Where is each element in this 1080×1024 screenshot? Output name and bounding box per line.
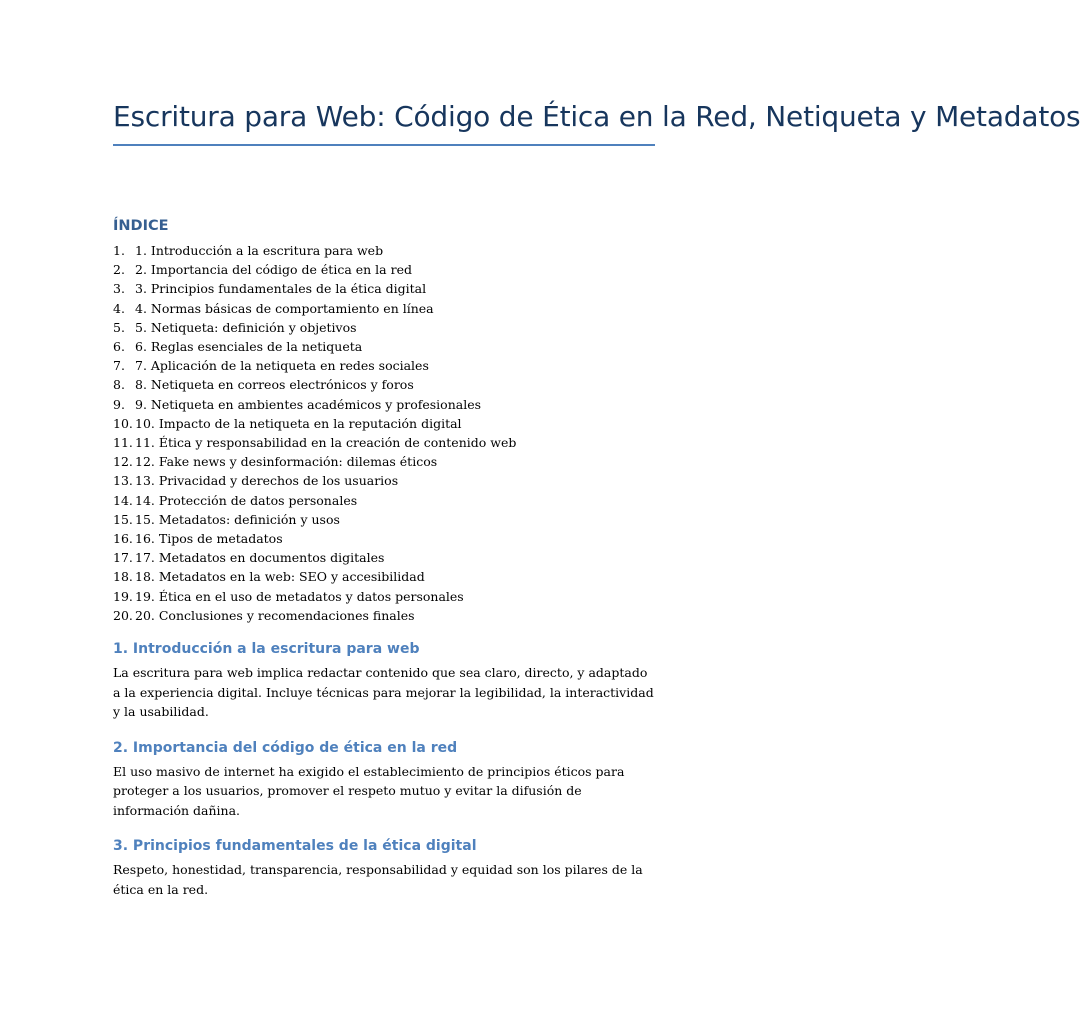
toc-item-number: 14. — [113, 492, 133, 508]
section — [113, 836, 655, 899]
toc-item-label: 15. Metadatos: definición y usos — [135, 511, 340, 527]
section-paragraph: El uso masivo de internet ha exigido el establecimiento de principios éticos para proteger a los usuarios, promover el respeto mutuo y evitar la difusión de información dañina. — [113, 763, 625, 818]
table-of-contents — [113, 241, 655, 625]
toc-item-label: 8. Netiqueta en correos electrónicos y foros — [135, 377, 414, 393]
toc-item-label: 18. Metadatos en la web: SEO y accesibilidad — [135, 569, 425, 585]
section-paragraph: La escritura para web implica redactar contenido que sea claro, directo, y adaptado a la experiencia digital. Incluye técnicas para mejorar la legibilidad, la interactividad y la usabilidad. — [113, 665, 654, 720]
toc-item-label: 19. Ética en el uso de metadatos y datos personales — [135, 588, 464, 604]
toc-item-number: 6. — [113, 339, 125, 355]
toc-item-number: 5. — [113, 319, 125, 335]
toc-item-number: 8. — [113, 377, 125, 393]
toc-item — [113, 318, 655, 337]
toc-item-label: 3. Principios fundamentales de la ética digital — [135, 281, 427, 297]
toc-item — [113, 433, 655, 452]
toc-item — [113, 606, 655, 625]
toc-item-label: 5. Netiqueta: definición y objetivos — [135, 319, 357, 335]
toc-item-label: 17. Metadatos en documentos digitales — [135, 550, 385, 566]
toc-item — [113, 548, 655, 567]
toc-item-label: 9. Netiqueta en ambientes académicos y profesionales — [135, 396, 482, 412]
document-sections — [113, 639, 655, 899]
toc-item-number: 13. — [113, 473, 133, 489]
toc-item — [113, 587, 655, 606]
toc-item — [113, 356, 655, 375]
toc-item-number: 19. — [113, 588, 133, 604]
document-page — [113, 0, 1080, 899]
section-paragraph: Respeto, honestidad, transparencia, responsabilidad y equidad son los pilares de la ética en la red. — [113, 862, 643, 897]
toc-item — [113, 510, 655, 529]
section-heading: 1. Introducción a la escritura para web — [113, 641, 420, 658]
toc-item-label: 12. Fake news y desinformación: dilemas éticos — [135, 454, 438, 470]
toc-item-label: 16. Tipos de metadatos — [135, 531, 283, 547]
toc-item-label: 20. Conclusiones y recomendaciones finales — [135, 607, 415, 623]
toc-item-label: 7. Aplicación de la netiqueta en redes sociales — [135, 358, 429, 374]
toc-item — [113, 241, 655, 260]
toc-item — [113, 491, 655, 510]
toc-item-number: 12. — [113, 454, 133, 470]
toc-item-number: 10. — [113, 415, 133, 431]
toc-item-number: 1. — [113, 243, 125, 258]
toc-item-number: 3. — [113, 281, 125, 297]
toc-item — [113, 567, 655, 586]
toc-item — [113, 299, 655, 318]
toc-item-number: 17. — [113, 550, 133, 566]
toc-item — [113, 375, 655, 394]
section-heading: 2. Importancia del código de ética en la red — [113, 739, 458, 756]
toc-item-label: 4. Normas básicas de comportamiento en línea — [135, 300, 434, 316]
toc-item — [113, 414, 655, 433]
toc-item-number: 7. — [113, 358, 125, 374]
toc-item-label: 1. Introducción a la escritura para web — [135, 243, 384, 258]
toc-item — [113, 279, 655, 298]
toc-item — [113, 529, 655, 548]
toc-item — [113, 395, 655, 414]
toc-heading: ÍNDICE — [113, 218, 169, 234]
toc-item-label: 10. Impacto de la netiqueta en la reputación digital — [135, 415, 462, 431]
toc-item-number: 15. — [113, 511, 133, 527]
section — [113, 738, 655, 821]
document-title: Escritura para Web: Código de Ética en la Red, Netiqueta y Metadatos — [113, 96, 655, 146]
toc-item-number: 2. — [113, 262, 125, 278]
toc-item-number: 9. — [113, 396, 125, 412]
toc-item — [113, 260, 655, 279]
toc-item-number: 11. — [113, 435, 133, 451]
toc-item-label: 13. Privacidad y derechos de los usuarios — [135, 473, 399, 489]
toc-item-number: 20. — [113, 607, 133, 623]
toc-item — [113, 471, 655, 490]
toc-item-number: 4. — [113, 300, 125, 316]
toc-item-number: 18. — [113, 569, 133, 585]
toc-item-label: 14. Protección de datos personales — [135, 492, 358, 508]
toc-item-label: 11. Ética y responsabilidad en la creación de contenido web — [135, 435, 517, 451]
section — [113, 639, 655, 722]
toc-item — [113, 452, 655, 471]
section-heading: 3. Principios fundamentales de la ética digital — [113, 838, 477, 855]
toc-item — [113, 337, 655, 356]
toc-item-number: 16. — [113, 531, 133, 547]
toc-item-label: 2. Importancia del código de ética en la red — [135, 262, 412, 278]
toc-item-label: 6. Reglas esenciales de la netiqueta — [135, 339, 363, 355]
